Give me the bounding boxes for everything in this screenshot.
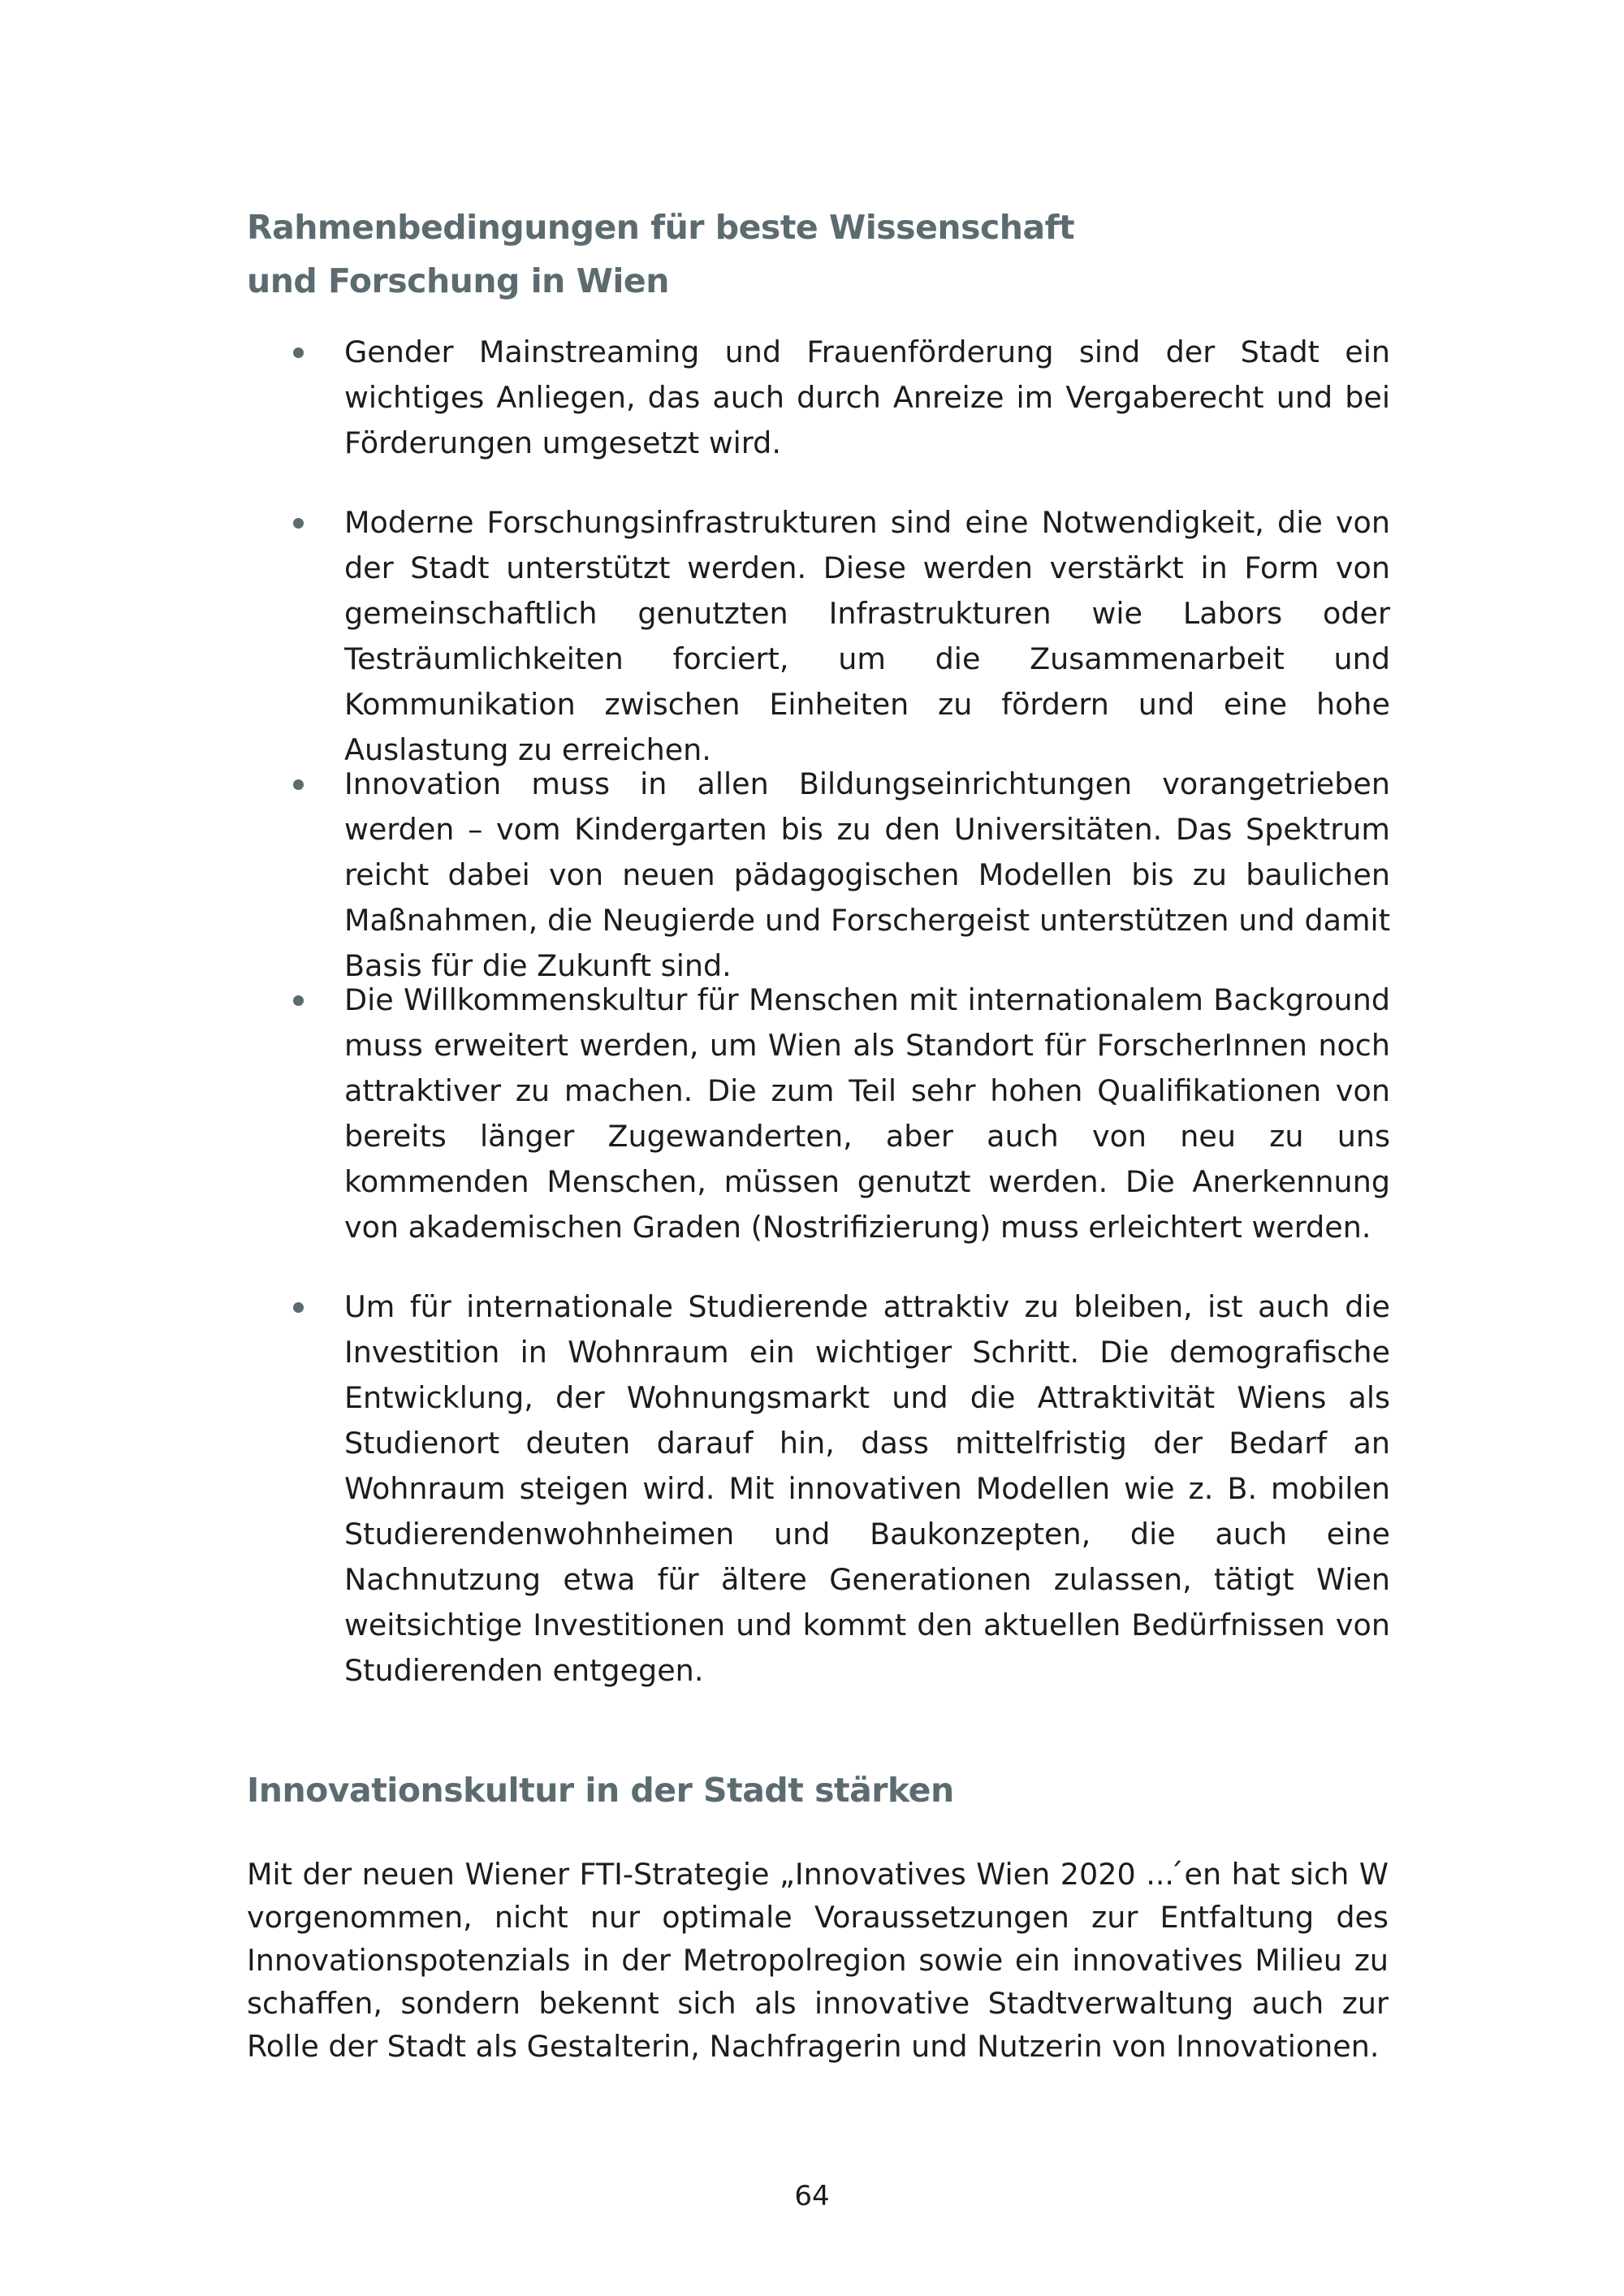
section-paragraph: Mit der neuen Wiener FTI-Strategie „Innovatives Wien 2020 ... ́en hat sich W vorgenommen, nicht nur optimale Voraussetzungen zur Entfaltung des Innovationspotenzials in der Metropolregion sowie ein innovatives Milieu zu schaffen, sondern bekennt sich als innovative Stadtverwaltung auch zur Rolle der Stadt als Gestalterin, Nachfragerin und Nutzerin von Innovationen. bbox=[247, 1857, 1389, 2064]
bullet-text: Gender Mainstreaming und Frauenförderung sind der Stadt ein wichtiges Anliegen, das auch durch Anreize im Vergaberecht und bei Förderungen umgesetzt wird. bbox=[344, 334, 1390, 460]
bullet-dot-icon bbox=[293, 995, 304, 1006]
section-heading-rahmenbedingungen bbox=[247, 201, 1140, 308]
page-number: 64 bbox=[794, 2180, 830, 2212]
bullet-text: Um für internationale Studierende attraktiv zu bleiben, ist auch die Investition in Wohnraum ein wichtiger Schritt. Die demografische Entwicklung, der Wohnungsmarkt und die Attraktivität Wiens als Studienort deuten darauf hin, dass mittelfristig der Bedarf an Wohnraum steigen wird. Mit innovativen Modellen wie z. B. mobilen Studierendenwohnheimen und Baukonzepten, die auch eine Nachnutzung etwa für ältere Generationen zulassen, tätigt Wien weitsichtige Investitionen und kommt den aktuellen Bedürfnissen von Studierenden entgegen. bbox=[344, 1289, 1390, 1688]
heading-line-2: und Forschung in Wien bbox=[247, 261, 669, 300]
bullet-item-bildungseinrichtungen bbox=[292, 762, 1390, 983]
bullet-text: Innovation muss in allen Bildungseinrichtungen vorangetrieben werden – vom Kindergarten bis zu den Universitäten. Das Spektrum reicht dabei von neuen pädagogischen Modellen bis zu baulichen Maßnahmen, die Neugierde und Forschergeist unterstützen und damit Basis für die Zukunft sind. bbox=[344, 766, 1390, 983]
bullet-item-studierende-wohnraum bbox=[292, 1284, 1390, 1688]
heading-line-1: Rahmenbedingungen für beste Wissenschaft bbox=[247, 208, 1075, 247]
bullet-item-gender-mainstreaming bbox=[292, 330, 1390, 466]
bullet-dot-icon bbox=[293, 779, 304, 790]
bullet-dot-icon bbox=[293, 347, 304, 358]
bullet-item-forschungsinfrastrukturen bbox=[292, 500, 1390, 767]
bullet-dot-icon bbox=[293, 518, 304, 529]
bullet-list bbox=[292, 330, 1390, 1688]
bullet-text: Die Willkommenskultur für Menschen mit internationalem Background muss erweitert werden, um Wien als Standort für ForscherInnen noch attraktiver zu machen. Die zum Teil sehr hohen Qualifikationen von bereits länger Zugewanderten, aber auch von neu zu uns kommenden Menschen, müssen genutzt werden. Die Anerkennung von akademischen Graden (Nostrifizierung) muss erleichtert werden. bbox=[344, 982, 1390, 1245]
section-heading-innovationskultur: Innovationskultur in der Stadt stärken bbox=[247, 1771, 954, 1810]
bullet-text: Moderne Forschungsinfrastrukturen sind eine Notwendigkeit, die von der Stadt unterstützt werden. Diese werden verstärkt in Form von gemeinschaftlich genutzten Infrastrukturen wie Labors oder Testräumlichkeiten forciert, um die Zusammenarbeit und Kommunikation zwischen Einheiten zu fördern und eine hohe Auslastung zu erreichen. bbox=[344, 505, 1390, 767]
bullet-item-willkommenskultur bbox=[292, 978, 1390, 1250]
bullet-dot-icon bbox=[293, 1302, 304, 1313]
